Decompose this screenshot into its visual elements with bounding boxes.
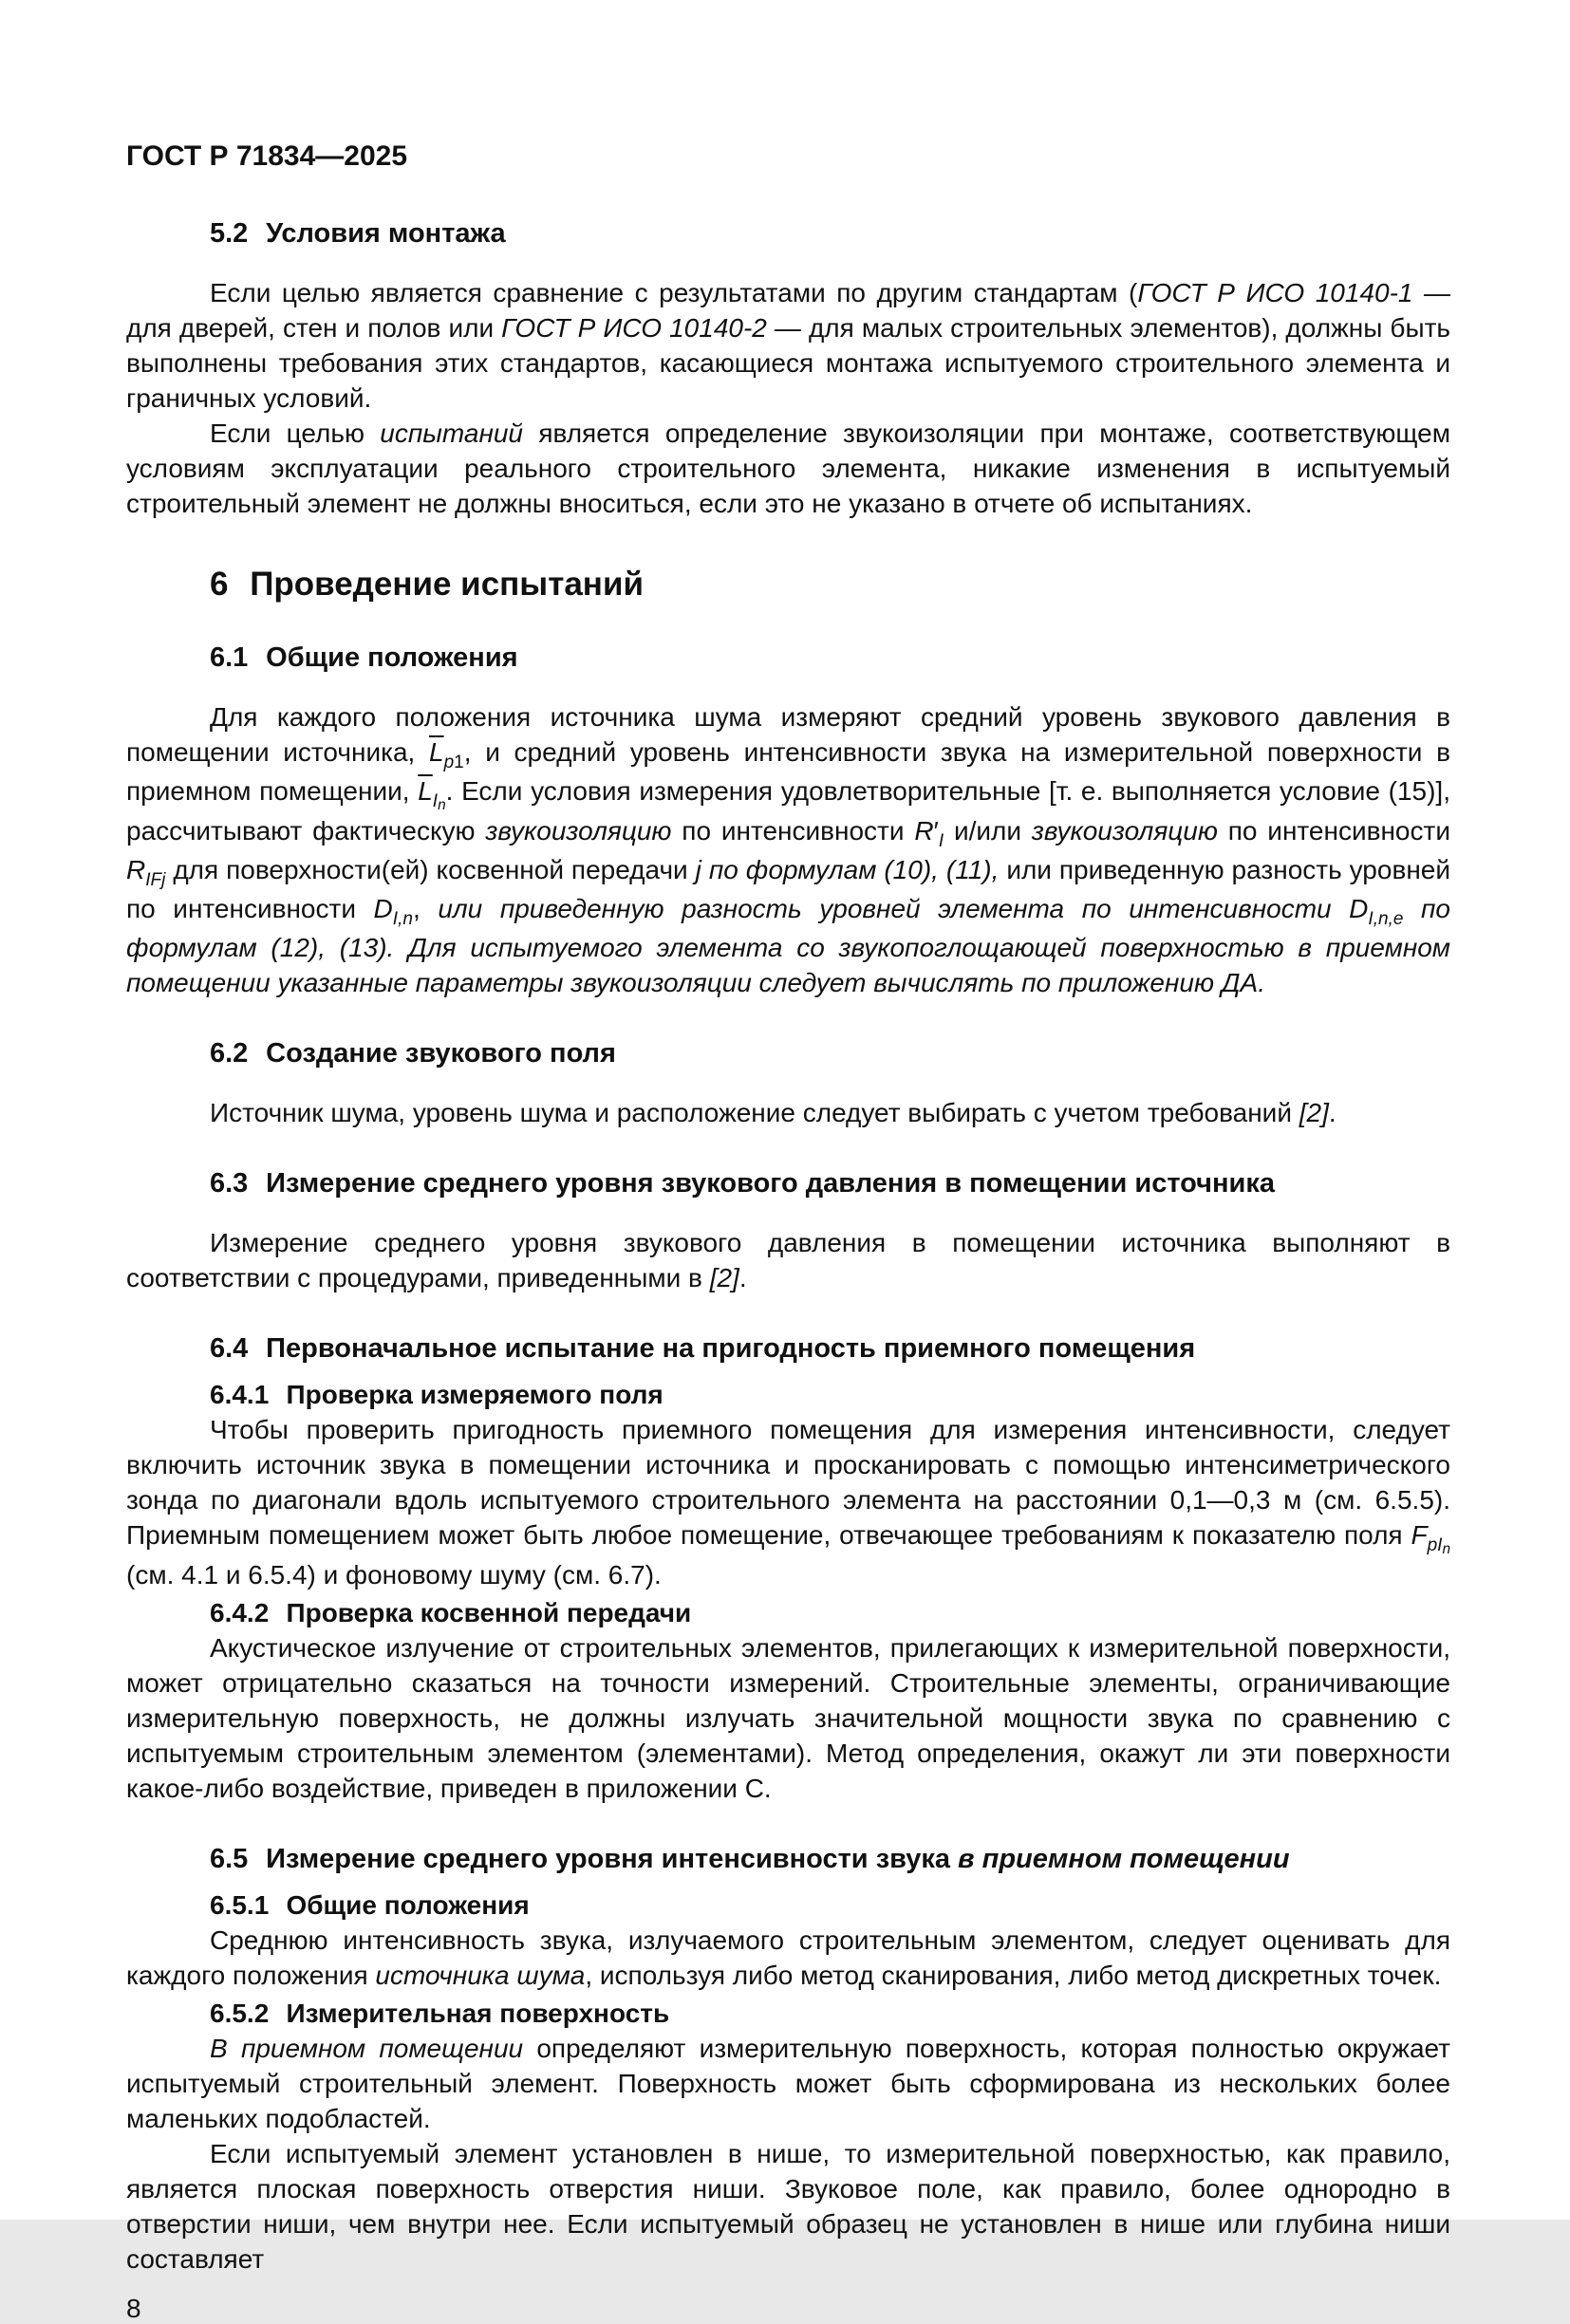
text-run: Условия монтажа <box>266 218 506 249</box>
text-run: , <box>412 894 439 923</box>
text-run: I <box>938 830 944 851</box>
text-run: для дверей, стен и полов или <box>126 313 502 343</box>
text-run: Среднюю интенсивность звука, излучаемого строительным элементом, следует оценивать для каждого положения <box>126 1925 1450 1990</box>
text-run: D <box>373 894 393 923</box>
para-5-2-2 <box>126 416 1450 521</box>
para-6-5-1 <box>126 1923 1450 1993</box>
para-6-3 <box>126 1225 1450 1295</box>
text-run: I,n <box>392 908 413 929</box>
text-run: 6.5.1 <box>210 1890 270 1920</box>
text-run: IFj <box>145 869 166 890</box>
para-5-2-1 <box>126 275 1450 416</box>
text-run: j по формулам (10), (11), <box>695 855 1000 884</box>
text-run: по формулам (12), (13). Для испытуемого элемента со звукопоглощающей поверхностью в приемном помещении указанные параметры звукоизоляции следует вычислять по приложению ДА. <box>126 894 1450 997</box>
text-run: Чтобы проверить пригодность приемного помещения для измерения интенсивности, следует включить источник звука в помещении источника и просканировать с помощью интенсиметрического зонда по диагонали вдоль испытуемого строительного элемента на расстоянии 0,1—0,3 м (см. 6.5.5). Приемным помещением может быть любое помещение, отвечающее требованиям к показателю поля <box>126 1415 1450 1550</box>
text-run: источника шума <box>375 1961 586 1990</box>
text-run: I,n,e <box>1368 908 1404 929</box>
text-run: 6.5 <box>210 1844 249 1874</box>
para-6-1 <box>126 699 1450 1000</box>
para-6-4-1 <box>126 1412 1450 1592</box>
text-run: , используя либо метод сканирования, либо метод дискретных точек. <box>585 1961 1442 1990</box>
text-run: Общие положения <box>286 1890 530 1920</box>
heading-6-4-2 <box>126 1595 1450 1630</box>
text-run: 6.5.2 <box>210 1999 270 2028</box>
text-run: Проверка косвенной передачи <box>286 1598 692 1627</box>
text-run: . Если условия измерения удовлетворительные [т. е. выполняется условие (15)], рассчитывают фактическую <box>126 776 1450 846</box>
text-run: Измерение среднего уровня звукового давления в помещении источника <box>266 1168 1275 1199</box>
text-run: 6.4.1 <box>210 1380 270 1409</box>
text-run: по интенсивности <box>671 816 915 846</box>
heading-6-4-1 <box>126 1377 1450 1412</box>
text-run: . <box>738 1263 747 1292</box>
text-run: 6.2 <box>210 1038 249 1069</box>
text-run: в приемном помещении <box>958 1844 1290 1874</box>
text-run: Измерение среднего уровня интенсивности звука <box>266 1844 959 1874</box>
text-run: В приемном помещении <box>210 2034 524 2063</box>
text-run: Если испытуемый элемент установлен в нише, то измерительной поверхностью, как правило, является плоская поверхность отверстия ниши. Звуковое поле, как правило, более однородно в отверстии ниши, чем внутри нее. Если испытуемый образец не установлен в нише или глубина ниши составляет <box>126 2139 1450 2274</box>
text-run: Для каждого положения источника шума измеряют средний уровень звукового давления в помещении источника, <box>126 702 1450 767</box>
text-run: Измерение среднего уровня звукового давления в помещении источника выполняют в соответствии с процедурами, приведенными в <box>126 1228 1450 1292</box>
text-run: 6.4.2 <box>210 1598 270 1627</box>
text-run: R <box>126 855 146 884</box>
text-run: ГОСТ Р ИСО 10140-2 — <box>501 313 801 343</box>
para-6-4-2 <box>126 1630 1450 1806</box>
text-run: ГОСТ Р ИСО 10140-1 — <box>1137 278 1450 307</box>
para-6-5-2-b <box>126 2136 1450 2277</box>
text-run: (см. 4.1 и 6.5.4) и фоновому шуму (см. 6.7). <box>126 1560 662 1590</box>
text-run: 6.4 <box>210 1333 249 1364</box>
text-run: является определение звукоизоляции при монтаже, соответствующем условиям эксплуатации реального строительного элемента, никакие изменения в испытуемый строительный элемент не должны вноситься, если это не указано в отчете об испытаниях. <box>126 418 1450 518</box>
text-run: p <box>443 752 455 772</box>
text-run: звукоизоляцию <box>485 816 672 846</box>
heading-6-4 <box>126 1331 1450 1366</box>
text-run: . <box>1328 1098 1336 1127</box>
text-run: для поверхности(ей) косвенной передачи <box>165 855 696 884</box>
text-run: Если целью является сравнение с результатами по другим стандартам ( <box>210 278 1138 307</box>
text-run: n <box>1442 1540 1450 1557</box>
text-run: $\overline{L}$ <box>418 776 433 806</box>
heading-6-5 <box>126 1842 1450 1876</box>
heading-6-5-2 <box>126 1996 1450 2031</box>
text-run: Акустическое излучение от строительных элементов, прилегающих к измерительной поверхности, может отрицательно сказаться на точности измерений. Строительные элементы, ограничивающие измерительную поверхность, не должны излучать значительной мощности звука по сравнению с испытуемым строительным элементом (элементами). Метод определения, окажут ли эти поверхности какое-либо воздействие, приведен в приложении C. <box>126 1633 1450 1803</box>
text-run: [2] <box>709 1263 739 1292</box>
page-number: 8 <box>126 2294 141 2323</box>
text-run: Первоначальное испытание на пригодность приемного помещения <box>266 1333 1196 1364</box>
text-run: Создание звукового поля <box>266 1038 616 1069</box>
heading-6-5-1 <box>126 1887 1450 1923</box>
text-run: по интенсивности <box>1217 816 1450 846</box>
text-run: Проверка измеряемого поля <box>286 1380 664 1409</box>
text-run: , и средний уровень интенсивности звука на измерительной поверхности в приемном помещении, <box>126 737 1451 806</box>
text-run: ′ <box>933 816 939 846</box>
heading-5-2 <box>126 216 1450 251</box>
text-run: и/или <box>944 816 1032 846</box>
text-run: D <box>1349 894 1369 923</box>
text-run: [2] <box>1299 1098 1329 1127</box>
text-run: 6.1 <box>210 642 249 673</box>
text-run: Измерительная поверхность <box>286 1999 670 2028</box>
text-run: F <box>1411 1520 1428 1550</box>
text-run: pI <box>1427 1534 1443 1555</box>
text-run: для малых строительных элементов), должны быть выполнены требования этих стандартов, касающиеся монтажа испытуемого строительного элемента и граничных условий. <box>126 313 1450 413</box>
text-run: определяют измерительную поверхность, которая полностью окружает испытуемый строительный элемент. Поверхность может быть сформирована из нескольких более маленьких подобластей. <box>126 2034 1451 2133</box>
text-run: или приведенную разность уровней элемента по интенсивности <box>438 894 1350 923</box>
heading-6-1 <box>126 641 1450 675</box>
para-6-2 <box>126 1095 1450 1130</box>
heading-6-3 <box>126 1166 1450 1200</box>
text-run: Если целью <box>210 418 381 448</box>
text-run: n <box>438 796 446 813</box>
para-6-5-2-a <box>126 2031 1450 2136</box>
text-run: Общие положения <box>266 642 518 673</box>
text-run: Проведение испытаний <box>250 566 644 603</box>
heading-6 <box>126 565 1450 604</box>
text-run: испытаний <box>380 418 523 448</box>
text-run: I <box>432 790 439 811</box>
text-run: звукоизоляцию <box>1031 816 1218 846</box>
text-run: 1 <box>454 752 464 772</box>
text-run: 6.3 <box>210 1168 249 1199</box>
text-run: 6 <box>210 566 229 603</box>
text-run: R <box>914 816 934 846</box>
text-run: $\overline{L}$ <box>429 737 444 767</box>
text-run: или приведенную разность уровней по интенсивности <box>126 855 1451 923</box>
text-run: Источник шума, уровень шума и расположение следует выбирать с учетом требований <box>210 1098 1299 1127</box>
running-header: ГОСТ Р 71834—2025 <box>126 140 408 172</box>
text-run: 5.2 <box>210 218 249 249</box>
heading-6-2 <box>126 1036 1450 1070</box>
